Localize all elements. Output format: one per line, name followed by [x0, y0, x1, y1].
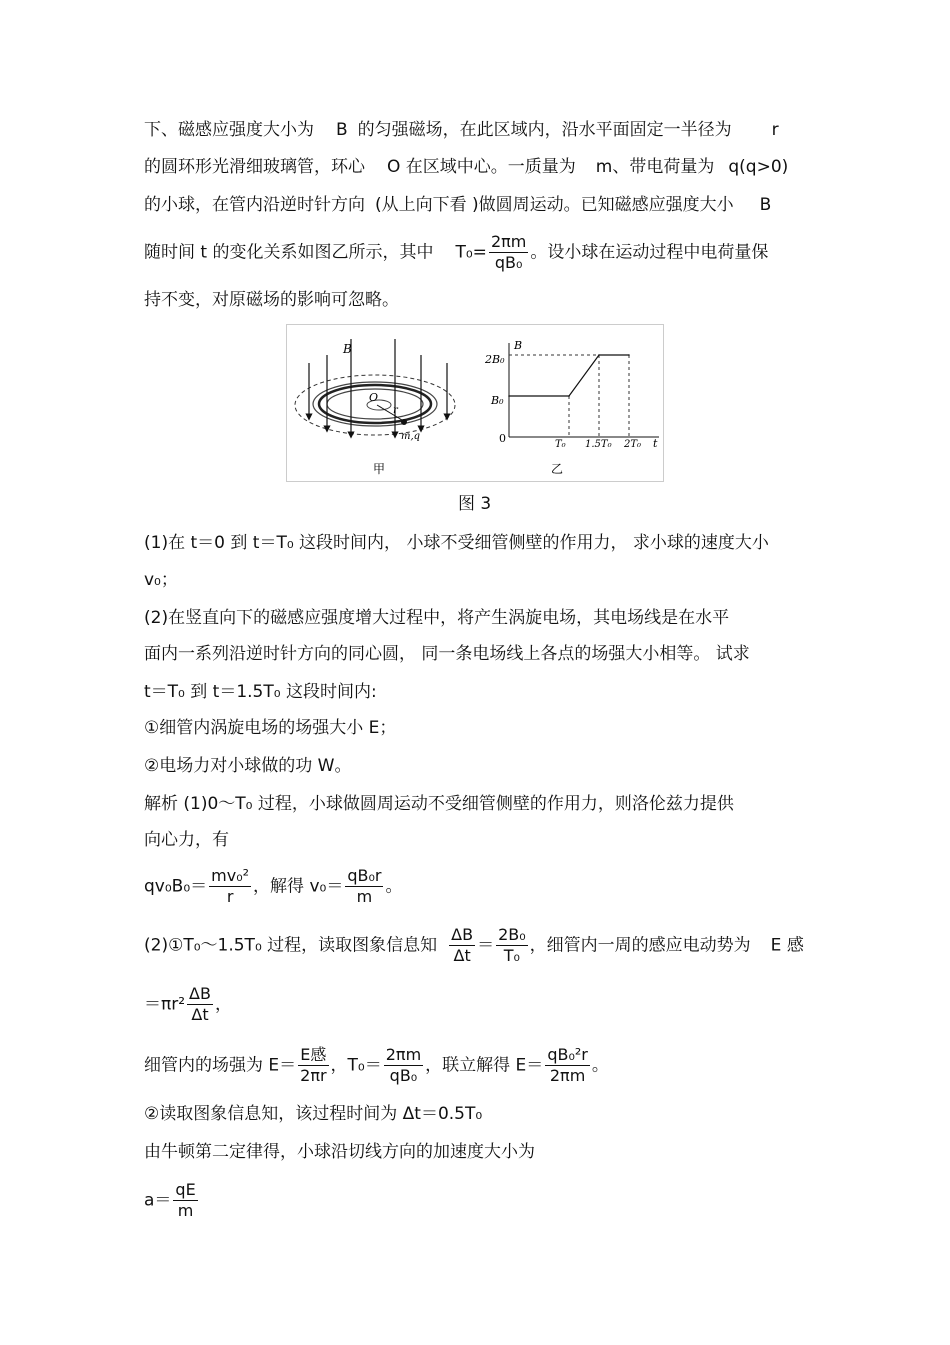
problem-line-3: 的小球，在管内沿逆时针方向 (从上向下看 )做圆周运动。已知磁感应强度大小 B [144, 195, 772, 215]
label-yi: 乙 [551, 462, 564, 476]
data-point-0 [508, 395, 510, 397]
figure-caption: 图 3 [458, 494, 492, 514]
x-axis-label: t [653, 437, 658, 450]
label-r: r [393, 405, 398, 416]
question-1-line-b: v₀； [144, 570, 178, 590]
figure-3 [286, 324, 664, 482]
question-1-line-a: (1)在 t＝0 到 t＝T₀ 这段时间内， 小球不受细管侧壁的作用力， 求小球的速度大小 [144, 533, 769, 553]
label-mq: m,q [401, 431, 421, 442]
question-2-part-i: ①细管内涡旋电场的场强大小 E； [144, 718, 397, 738]
question-2-line-b: 面内一系列沿逆时针方向的同心圆， 同一条电场线上各点的场强大小相等。 试求 [144, 644, 750, 664]
data-point-2 [598, 354, 600, 356]
data-point-3 [628, 354, 630, 356]
figure-yi-graph [484, 339, 659, 476]
problem-line-5: 持不变，对原磁场的影响可忽略。 [144, 290, 399, 310]
question-2-part-ii: ②电场力对小球做的功 W。 [144, 756, 352, 776]
figure-jia [295, 339, 455, 476]
origin-label: 0 [499, 432, 506, 445]
x-tick-1.5T0: 1.5T₀ [585, 439, 612, 450]
data-point-1 [568, 395, 570, 397]
solution-line-2: 向心力，有 [144, 830, 229, 850]
x-tick-T0: T₀ [555, 439, 566, 450]
solution-line-6: ②读取图象信息知，该过程时间为 Δt＝0.5T₀ [144, 1104, 483, 1124]
y-axis-label: B [514, 339, 523, 352]
question-2-line-c: t＝T₀ 到 t＝1.5T₀ 这段时间内: [144, 682, 377, 702]
label-B: B [343, 342, 352, 356]
y-tick-B0: B₀ [491, 394, 504, 407]
problem-line-2: 的圆环形光滑细玻璃管，环心 O 在区域中心。一质量为 m、带电荷量为 q(q>0) [144, 157, 789, 177]
T0-fraction: $\frac{2\pi m}{\text{qB₀}}$ [490, 232, 527, 272]
problem-line-4: 随时间 t 的变化关系如图乙所示，其中 T₀= $\frac{2\pi m}{\text{qB₀}}$ 。设小球在运动过程中电荷量保 [144, 232, 769, 272]
B-t-series-line [509, 355, 629, 396]
solution-line-4: ＝πr² $\frac{\Delta B}{\Delta t}$ ， [144, 984, 232, 1024]
ball [401, 419, 407, 425]
solution-line-5: 细管内的场强为 E＝ $\frac{\text{E感}}{2\pi r}$ ，T₀＝ $\frac{2\pi m}{\text{qB₀}}$ ，联立解得 E＝ $\frac{\text{qB₀²r}}{2\pi m}$ 。 [144, 1045, 609, 1085]
figure-svg [287, 325, 663, 481]
label-O: O [369, 391, 379, 404]
solution-line-3: (2)①T₀～1.5T₀ 过程，读取图象信息知 $\frac{\Delta B}{\Delta t}$ ＝ $\frac{\text{2B₀}}{\text{T₀}}$ ，细管内一周的感应电动势为 E 感 [144, 925, 804, 965]
x-tick-2T0: 2T₀ [624, 439, 642, 450]
label-jia: 甲 [373, 462, 386, 476]
y-tick-2B0: 2B₀ [485, 353, 505, 366]
problem-line-1: 下、磁感应强度大小为 B 的匀强磁场，在此区域内，沿水平面固定一半径为 r [144, 120, 779, 140]
solution-line-1: 解析 (1)0～T₀ 过程，小球做圆周运动不受细管侧壁的作用力，则洛伦兹力提供 [144, 794, 734, 814]
question-2-line-a: (2)在竖直向下的磁感应强度增大过程中，将产生涡旋电场，其电场线是在水平 [144, 608, 730, 628]
solution-line-7: 由牛顿第二定律得，小球沿切线方向的加速度大小为 [144, 1142, 535, 1162]
solution-line-8: a＝ $\frac{qE}{m}$ [144, 1180, 196, 1220]
field-arrows [309, 339, 447, 435]
solution-equation-1: qv₀B₀＝ $\frac{\text{mv₀²}}{r}$ ，解得 v₀＝ $\frac{\text{qB₀r}}{m}$ 。 [144, 866, 403, 906]
